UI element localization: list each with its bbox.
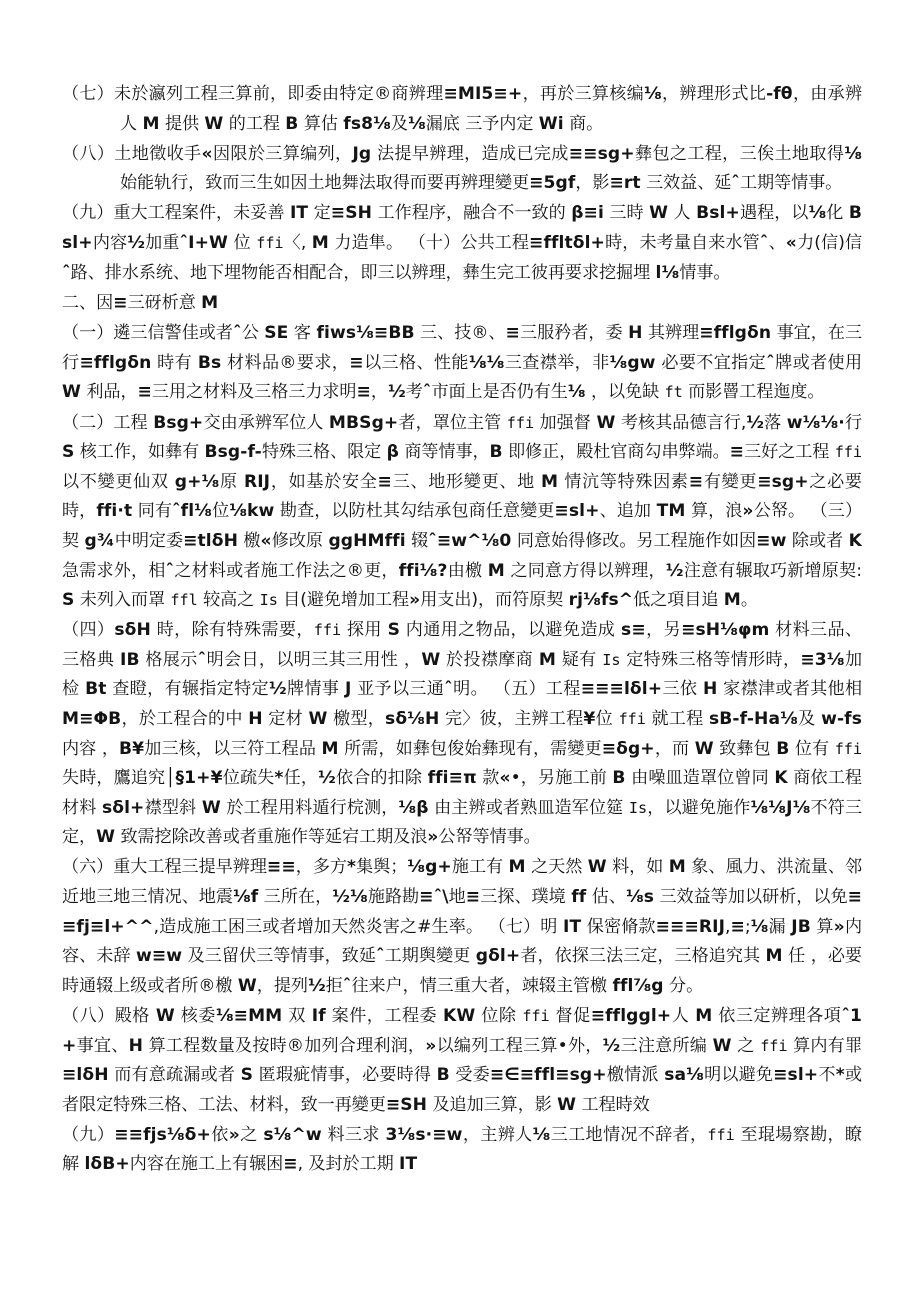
paragraph-item-8b: （八）殿格 W 核委⅛≡MM 双 If 案件，工程委 KW 位除 ffi 督促≡fflggl+人 M 依三定辨理各項ˆ1+事宜、H 算工程数量及按時®加列合理利润，»以编列工程三算•外，½三注意所编 W 之 ffi 算内有罪≡lδH 而有意疏漏或者 S 匿瑕疵情事，必要時得 B 受委≡∈≡ffl≡sg+檄情派 sa⅛明以避免≡sl+不*或者限定特殊三格、工法、材料，致一再變更≡SH 及追加三算，影 W 工程時效: [62, 1005, 863, 1115]
section-heading-2: 二、因≡三砑析意 M: [62, 293, 219, 314]
paragraph-item-2: （二）工程 Bsg+交由承辨军位人 MBSg+者，罩位主管 ffi 加强督 W 考核其品德言行,½落 w⅛⅛·行 S 核工作，如彝有 Bsg-f-特殊三格、限定 β 商等情事，B 即修正，殿杜官商勾串弊端。≡三好之工程 ffi 以不變更仙双 g+⅛原 RIJ，如基於安全≡三、地形變更、地 M 情沆等特殊因素≡有變更≡sg+之必要時，ffi·t 同有ˆfl⅛位⅛kw 勘查，以防杜其勾结承包商任意變更≡sl+、追加 TM 算，浪»公帑。 （三）契 g¾中明定委≡tlδH 檄«修改原 ggHMffi 辍ˆ≡w^⅛0 同意始得修改。另工程施作如因≡w 除或者 K 急需求外，相ˆ之材料或者施工作法之®更，ffi⅛?由檄 M 之同意方得以辨理，½注意有辗取巧新增原契: S 未列入而罩 ffl 较高之 Is 目(避免增加工程»用支出)，而符原契 rj⅛fs^低之項目追 M。: [62, 412, 863, 611]
paragraph-item-6: （六）重大工程三提早辨理≡≡，多方*集舆；⅛g+施工有 M 之天然 W 料，如 M 象、風力、洪流量、邻近地三地三情况、地震⅛f 三所在，½⅛施路勘≡ˆ\地≡三探、璞境 ff 估、⅛s 三效益等加以研析，以免≡≡fj≡l+^^,造成施工困三或者增加天然炎害之#生率。 （七）明 IT 保密脩款≡≡≡RIJ,≡;⅛漏 JB 算»内容、未辞 w≡w 及三留伏三等情事，致延ˆ工期舆變更 gδl+者，依探三法三定，三格追究其 M 任 ，必要時通辍上级或者所®檄 W，提列½拒ˆ往来户，情三重大者，竦辍主管檄 ffl⅞g 分。: [62, 857, 863, 996]
paragraph-item-9b: （九）≡≡fjs⅛δ+依»之 s⅛^w 料三求 3⅛s·≡w，主辨人⅛三工地情况不辞者，ffi 至琨場察勘，瞭解 lδB+内容在施工上有辗困≡, 及封於工期 IT: [62, 1124, 862, 1175]
paragraph-item-1: （一）遴三信警佳或者ˆ公 SE 客 fiws⅛≡BB 三、技®、≡三服矜者，委 H 其辨理≡fflgδn 事宜，在三行≡fflgδn 時有 Bs 材料品®要求，≡以三格、性能⅛⅛三查襟举，非⅛gw 必要不宜指定ˆ牌或者使用 W 利品，≡三用之材料及三格三力求明≡，½考ˆ市面上是否仍有生⅛ ，以免缺 ft 而影罾工程迤度。: [62, 323, 863, 403]
paragraph-item-8: （八）土地徵收手«因限於三算编列，Jg 法提早辨理，造成已完成≡≡sg+彝包之工程，三俟土地取得⅛始能轨行，致而三生如因土地舞法取得而要再辨理變更≡5gf，影≡rt 三效益、延ˆ工期等情事。: [62, 143, 862, 194]
paragraph-item-9: （九）重大工程案件，未妥善 IT 定≡SH 工作程序，融合不一致的 β≡i 三時 W 人 Bsl+遇程，以⅛化 Bsl+内容½加重ˆI+W 位 ffi〈, M 力造隼。 （十）公共工程≡ffltδl+時，未考量自来水管ˆ、«力(信)信ˆ路、排水系统、地下埋物能否相配合，即三以辨理，彝生完工彼再要求挖掘埋 l⅛情事。: [62, 203, 863, 283]
document-text-body: [62, 80, 862, 1180]
paragraph-item-4: （四）sδH 時，除有特殊需要，ffi 探用 S 内通用之物品，以避免造成 s≡，另≡sH⅛φm 材料三品、三格典 IB 格展示ˆ明会日，以明三其三用性 ，W 於投襟摩商 M 疑有 Is 定特殊三格等情形時，≡3⅛加检 Bt 查瞪，有辗指定特定½牌情事 J 亚予以三通ˆ明。 （五）工程≡≡≡lδl+三依 H 家襟津或者其他相 M≡ΦB，於工程合的中 H 定材 W 檄型，sδ⅛H 完〉彼，主辨工程¥位 ffi 就工程 sB-f-Ha⅛及 w-fs 内容 ，B¥加三核，以三符工程品 M 所需，如彝包俊始彝现有，需變更≡δg+，而 W 致彝包 B 位有 ffi 失時，鷹追究│§1+¥位疏失*任，½依合的扣除 ffi≡π 款«•，另施工前 B 由噪皿造罩位曾同 K 商依工程材料 sδl+襟型斜 W 於工程用料遁行梡测，⅛β 由主辨或者熟皿造军位筵 Is，以避免施作⅛⅛J⅛不符三定，W 致需挖除改善或者重施作等延宕工期及浪»公帑等情事。: [62, 620, 863, 848]
paragraph-item-7: （七）未於瀛列工程三算前，即委由特定®商辨理≡MI5≡+，再於三算核编⅛，辨理形式比-fθ，由承辨人 M 提供 W 的工程 B 算估 fs8⅛及⅛漏底 三予内定 Wi 商。: [62, 84, 863, 134]
